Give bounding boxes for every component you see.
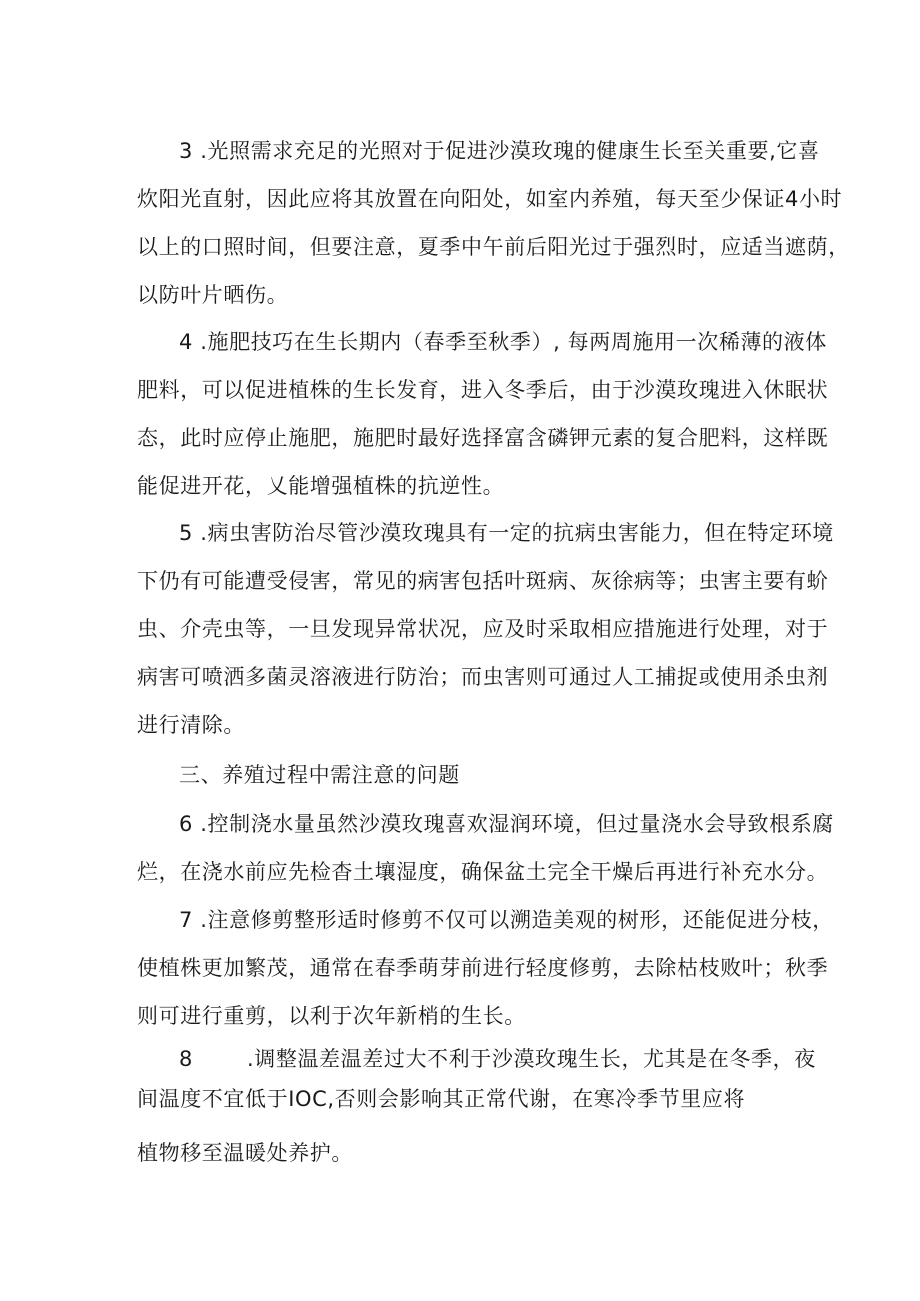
- paragraph-line: 6 .控制浇水量虽然沙漠玫瑰喜欢湿润环境，但过量浇水会导致根系腐: [179, 812, 834, 836]
- section-heading: [137, 751, 793, 799]
- paragraph-line: 病害可喷洒多菌灵溶液进行防治；而虫害则可通过人工捕捉或使用杀虫剂: [137, 665, 829, 689]
- paragraph-line: 肥料，可以促进植株的生长发育，进入冬季后，由于沙漠玫瑰进入休眠状: [137, 378, 829, 402]
- paragraph-line: 虫、介壳虫等，一旦发现异常状况，应及时采取相应措施进行处理，对于: [137, 617, 829, 641]
- paragraph-line: 以上的口照时间，但要注意，夏季中午前后阳光过于强烈时，应适当遮荫，: [137, 235, 850, 259]
- paragraph-line: 态，此时应停止施肥，施肥时最好选择富含磷钾元素的复合肥料，这样既: [137, 426, 829, 450]
- paragraph-line: 以防叶片晒伤。: [137, 283, 289, 307]
- paragraph-line: 烂，在浇水前应先检杳土壤湿度，确保盆土完全干燥后再进行补充水分。: [137, 860, 829, 884]
- paragraph-lighting: [137, 127, 850, 319]
- paragraph-line: 炊阳光直射，因此应将其放置在向阳处，如室内养殖，每天至少保证4小时: [137, 187, 843, 211]
- paragraph-pest-control: [137, 509, 834, 749]
- paragraph-line-text: .调整温差温差过大不利于沙漠玫瑰生长，尤其是在冬季，夜: [246, 1047, 816, 1071]
- paragraph-line: 进行清除。: [137, 713, 245, 737]
- paragraph-line: 使植株更加繁茂，通常在春季萌芽前进行轻度修剪，去除枯枝败叶；秋季: [137, 956, 829, 980]
- paragraph-line: 间温度不宜低于IOC,否则会影响其正常代谢，在寒冷季节里应将: [137, 1087, 746, 1111]
- section-heading-text: 三、养殖过程中需注意的问题: [179, 763, 460, 787]
- paragraph-line: 4 .施肥技巧在生长期内（春季至秋季）, 每两周施用一次稀薄的液体: [179, 330, 827, 354]
- paragraph-number: 8: [179, 1047, 193, 1071]
- paragraph-line: 3 .光照需求充足的光照对于促进沙漠玫瑰的健康生长至关重要,它喜: [179, 139, 820, 163]
- paragraph-line: 植物移至温暖处养护。: [137, 1141, 353, 1165]
- paragraph-watering: [137, 800, 834, 896]
- paragraph-temperature: [137, 1039, 816, 1173]
- paragraph-line: 则可进行重剪，以利于次年新梢的生长。: [137, 1004, 526, 1028]
- paragraph-pruning: [137, 896, 834, 1040]
- paragraph-line: 7 .注意修剪整形适时修剪不仅可以溯造美观的树形，还能促进分枝，: [179, 908, 834, 932]
- paragraph-line: [137, 1039, 816, 1079]
- paragraph-line: 下仍有可能遭受侵害，常见的病害包括叶斑病、灰徐病等；虫害主要有蚧: [137, 569, 829, 593]
- paragraph-line: 能促进开花，乂能增强植株的抗逆性。: [137, 474, 505, 498]
- paragraph-fertilizing: [137, 318, 829, 510]
- paragraph-line: 5 .病虫害防治尽管沙漠玫瑰具有一定的抗病虫害能力，但在特定环境: [179, 521, 834, 545]
